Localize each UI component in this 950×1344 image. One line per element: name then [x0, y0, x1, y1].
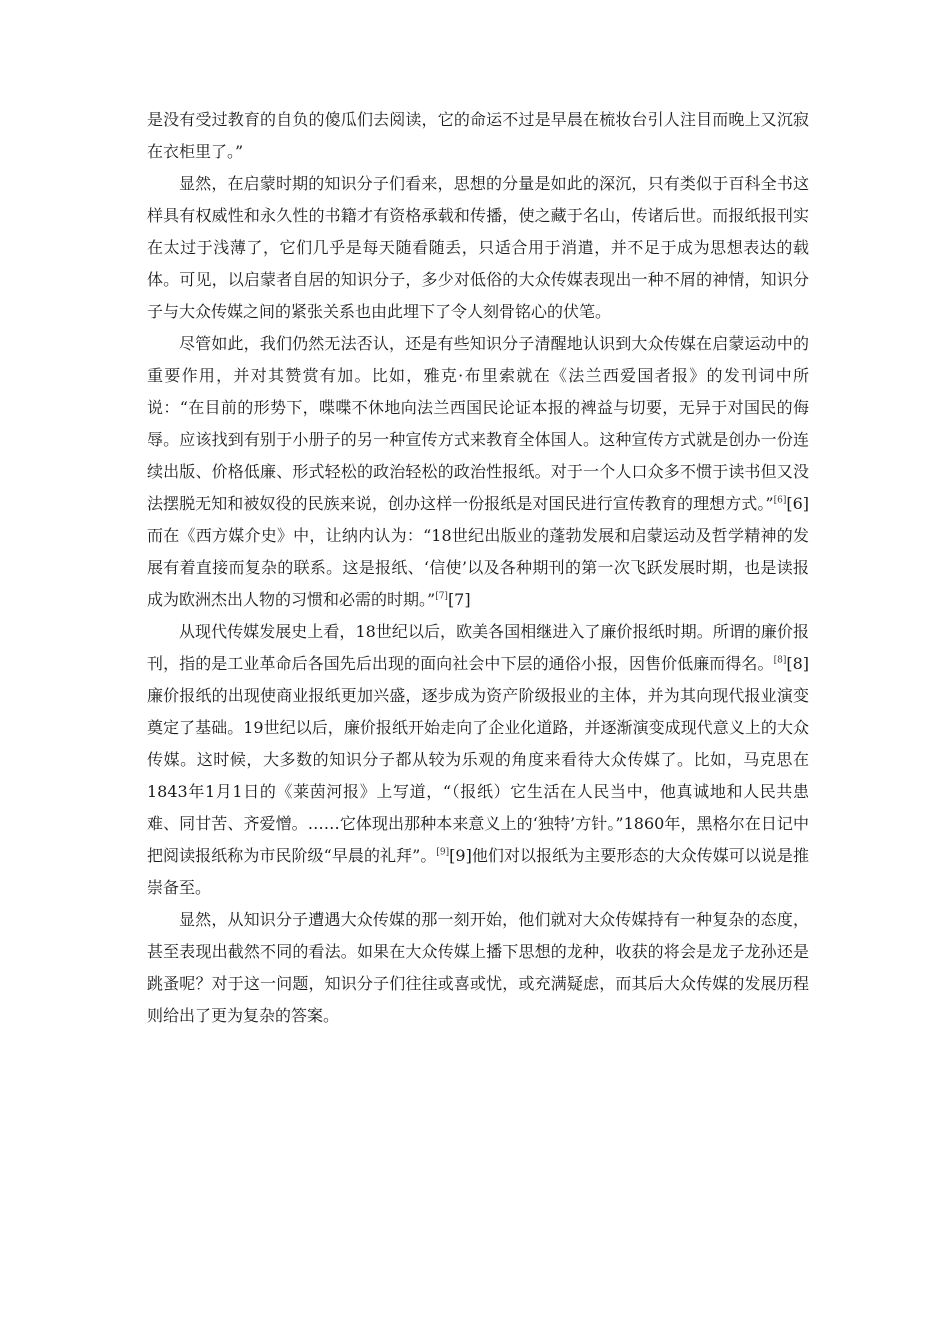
paragraph-text: 尽管如此，我们仍然无法否认，还是有些知识分子清醒地认识到大众传媒在启蒙运动中的重要作用，并对其赞赏有加。比如，雅克·布里索就在《法兰西爱国者报》的发刊词中所说：“在目前的形势下，喋喋不休地向法兰西国民论证本报的裨益与切要，无异于对国民的侮辱。应该找到有别于小册子的另一种宣传方式来教育全体国人。这种宣传方式就是创办一份连续出版、价格低廉、形式轻松的政治轻松的政治性报纸。对于一个人口众多不惯于读书但又没法摆脱无知和被奴役的民族来说，创办这样一份报纸是对国民进行宣传教育的理想方式。”	[147, 334, 809, 513]
paragraph-text: [8]廉价报纸的出现使商业报纸更加兴盛，逐步成为资产阶级报业的主体，并为其向现代报业演变奠定了基础。19世纪以后，廉价报纸开始走向了企业化道路，并逐渐演变成现代意义上的大众传媒。这时候，大多数的知识分子都从较为乐观的角度来看待大众传媒了。比如，马克思在1843年1月1日的《莱茵河报》上写道，“（报纸）它生活在人民当中，他真诚地和人民共患难、同甘苦、齐爱憎。……它体现出那种本来意义上的‘独特’方针。”1860年，黑格尔在日记中把阅读报纸称为市民阶级“早晨的礼拜”。	[147, 654, 809, 865]
paragraph-brissot-quote	[147, 328, 809, 616]
paragraph-text: [6]而在《西方媒介史》中，让纳内认为：“18世纪出版业的蓬勃发展和启蒙运动及哲学精神的发展有着直接而复杂的联系。这是报纸、‘信使’以及各种期刊的第一次飞跃发展时期，也是读报成为欧洲杰出人物的习惯和必需的时期。”	[147, 494, 809, 609]
paragraph-text: 从现代传媒发展史上看，18世纪以后，欧美各国相继进入了廉价报纸时期。所谓的廉价报刊，指的是工业革命后各国先后出现的面向社会中下层的通俗小报，因售价低廉而得名。	[147, 622, 809, 673]
inline-citation-7: [7]	[447, 590, 471, 609]
paragraph-text: 显然，从知识分子遭遇大众传媒的那一刻开始，他们就对大众传媒持有一种复杂的态度，甚至表现出截然不同的看法。如果在大众传媒上播下思想的龙种，收获的将会是龙子龙孙还是跳蚤呢？对于这一问题，知识分子们往往或喜或忧，或充满疑虑，而其后大众传媒的发展历程则给出了更为复杂的答案。	[147, 910, 809, 1025]
paragraph-text: [9]他们对以报纸为主要形态的大众传媒可以说是推崇备至。	[147, 846, 809, 897]
paragraph-conclusion	[147, 904, 809, 1032]
footnote-ref-7: [7]	[435, 591, 448, 602]
paragraph-text: 是没有受过教育的自负的傻瓜们去阅读，它的命运不过是早晨在梳妆台引人注目而晚上又沉寂在衣柜里了。”	[147, 110, 809, 161]
paragraph-enlightenment-view	[147, 168, 809, 328]
paragraph-text: 显然，在启蒙时期的知识分子们看来，思想的分量是如此的深沉，只有类似于百科全书这样具有权威性和永久性的书籍才有资格承载和传播，使之藏于名山，传诸后世。而报纸报刊实在太过于浅薄了，它们几乎是每天随看随丢，只适合用于消遣，并不足于成为思想表达的载体。可见，以启蒙者自居的知识分子，多少对低俗的大众传媒表现出一种不屑的神情，知识分子与大众传媒之间的紧张关系也由此埋下了令人刻骨铭心的伏笔。	[147, 174, 809, 321]
footnote-ref-8: [8]	[773, 655, 787, 666]
paragraph-continuation	[147, 104, 809, 168]
footnote-ref-9: [9]	[436, 847, 450, 858]
footnote-ref-6: [6]	[773, 495, 787, 506]
body-text	[147, 104, 809, 1032]
paragraph-penny-press	[147, 616, 809, 904]
